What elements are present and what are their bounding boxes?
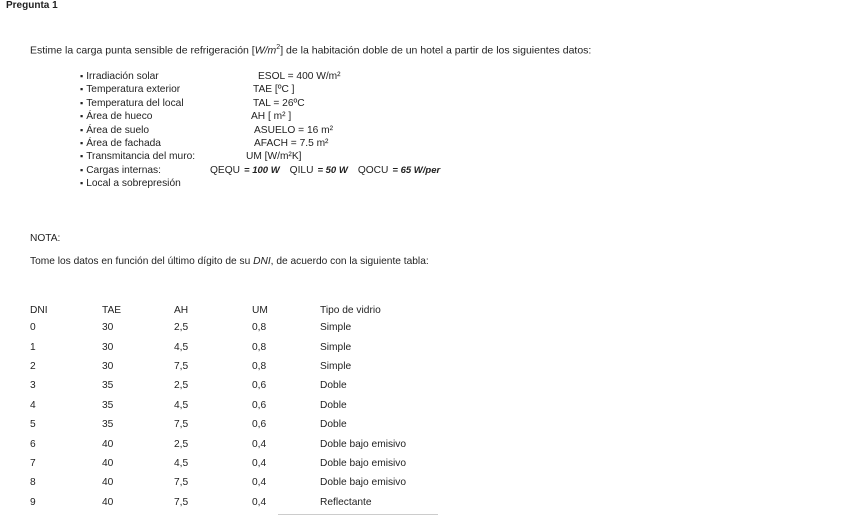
column-header: Tipo de vidrio [320,304,381,316]
table-row [26,473,474,492]
table-cell: Simple [320,360,352,372]
bullet-label: ▪ Irradiación solar [80,71,159,82]
table-cell: Reflectante [320,496,372,508]
table-cell: 4,5 [174,399,189,411]
table-cell: 4,5 [174,341,189,353]
instruction-before: Tome los datos en función del último dígito de su [30,256,254,267]
bullet-value: AH [ m² ] [251,111,292,123]
table-cell: 2 [30,360,36,372]
bullet-item [80,177,195,190]
table-cell: 0,6 [252,399,267,411]
table-cell: 8 [30,477,36,489]
table-cell: 1 [30,341,36,353]
bullet-item [80,150,302,163]
table-cell: 40 [102,477,114,489]
bullet-label: ▪ Área de fachada [80,138,161,149]
table-cell: 2,5 [174,380,189,392]
table-cell: 9 [30,496,36,508]
table-cell: 0,4 [252,438,267,450]
table-row [26,396,474,415]
table-cell: 7 [30,457,36,469]
table-cell: Doble [320,380,347,392]
bullet-label: ▪ Área de hueco [80,111,152,122]
instruction-text [30,256,429,267]
intro-text-before: Estime la carga punta sensible de refrigeración [ [30,44,255,57]
table-row [26,415,474,434]
table-row [26,454,474,473]
qequ-value: = 100 W [244,164,280,176]
bullet-value: ASUELO = 16 m² [254,124,333,136]
bullet-item [80,110,292,123]
table-cell: 0 [30,322,36,334]
table-body [26,318,474,512]
table-cell: 7,5 [174,360,189,372]
qequ-label: QEQU [210,164,241,176]
table-cell: Simple [320,322,352,334]
table-cell: 3 [30,380,36,392]
bullet-value: TAE [ºC ] [253,84,295,96]
column-header: AH [174,304,189,316]
table-row [26,493,474,512]
internal-loads [210,164,450,177]
table-cell: 0,4 [252,496,267,508]
qocu-label: QOCU [357,164,389,176]
table-cell: 7,5 [174,477,189,489]
table-cell: 35 [102,380,114,392]
table-cell: Simple [320,341,352,353]
bullet-value: ESOL = 400 W/m² [258,71,341,82]
column-header: UM [252,304,268,316]
table-row [26,434,474,453]
table-cell: 0,8 [252,360,267,372]
table-cell: 0,6 [252,419,267,431]
table-cell: Doble bajo emisivo [320,477,407,489]
table-cell: 0,6 [252,380,267,392]
instruction-dni: DNI [253,256,271,267]
table-cell: 2,5 [174,322,189,334]
bullet-value: TAL = 26ºC [253,97,305,109]
column-header: TAE [102,304,122,316]
table-row [26,357,474,376]
bullet-label: ▪ Temperatura exterior [80,84,180,95]
table-cell: 5 [30,419,36,431]
table-cell: 2,5 [174,438,189,450]
bullet-label: ▪ Área de suelo [80,125,149,136]
instruction-after: , de acuerdo con la siguiente tabla: [270,256,429,267]
table-cell: 0,8 [252,322,267,334]
table-cell: 7,5 [174,419,189,431]
table-cell: Doble [320,399,347,411]
table-cell: 35 [102,399,114,411]
table-cell: 30 [102,360,114,372]
intro-paragraph [30,44,591,57]
table-cell: Doble bajo emisivo [320,438,407,450]
bullet-value: AFACH = 7.5 m² [254,137,329,149]
nota-label: NOTA: [30,233,61,244]
intro-unit-exponent: 2 [276,44,281,51]
table-header-row [26,302,474,318]
table-cell: 0,4 [252,477,267,489]
qocu-value: = 65 W/per [392,164,441,176]
table-cell: 40 [102,457,114,469]
table-row [26,376,474,395]
table-cell: 0,8 [252,341,267,353]
table-row [26,337,474,356]
table-cell: Doble bajo emisivo [320,457,407,469]
table-cell: 40 [102,438,114,450]
table-cell: Doble [320,419,347,431]
table-cell: 7,5 [174,496,189,508]
qilu-label: QILU [289,164,314,176]
bullet-item [80,83,295,96]
table-cell: 40 [102,496,114,508]
table-cell: 6 [30,438,36,450]
bullet-item [80,137,329,150]
intro-unit: W/m [254,44,277,57]
table-cell: 0,4 [252,457,267,469]
bullet-item [80,124,333,137]
table-cell: 30 [102,341,114,353]
bullet-label: ▪ Local a sobrepresión [80,178,181,189]
table-row [26,318,474,337]
data-bullet-list [80,70,441,191]
table-cell: 4 [30,399,36,411]
intro-text-after: ] de la habitación doble de un hotel a partir de los siguientes datos: [280,44,592,57]
table-cell: 35 [102,419,114,431]
bullet-item [80,164,441,177]
qilu-value: = 50 W [317,164,348,176]
bullet-value: UM [W/m²K] [246,151,302,163]
bullet-item [80,70,341,83]
dni-data-table [26,302,474,512]
bullet-label: ▪ Transmitancia del muro: [80,151,195,162]
bullet-label: ▪ Temperatura del local [80,98,184,109]
table-cell: 30 [102,322,114,334]
table-cell: 4,5 [174,457,189,469]
bullet-label: ▪ Cargas internas: [80,165,161,176]
question-title: Pregunta 1 [6,0,58,11]
bullet-item [80,97,305,110]
column-header: DNI [30,304,48,316]
